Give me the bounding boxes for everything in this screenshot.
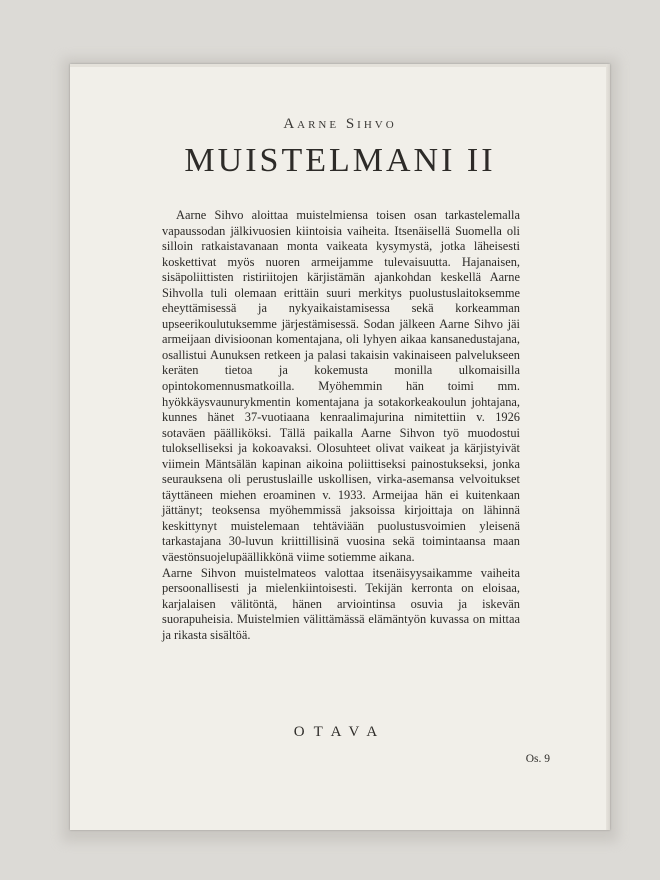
book-title: MUISTELMANI II <box>184 142 496 179</box>
author-name: Aarne Sihvo <box>283 116 397 132</box>
book-back-cover <box>70 64 610 830</box>
catalog-code: Os. 9 <box>525 753 550 765</box>
blurb-text <box>162 208 520 643</box>
blurb-paragraph-1: Aarne Sihvo aloittaa muistelmiensa toisen osan tarkastelemalla vapaussodan jälkivuosien kiintoisia vaiheita. Itsenäisellä Suomella oli silloin ratkaistavanaan monta vaikeata kysymystä, jotka läheisesti koskettivat myös nuoren armeijamme tulevaisuutta. Hajanaisen, sisäpoliittisten ristiriitojen kärjistämän ajankohdan keskellä Aarne Sihvolla tuli olemaan erittäin suuri merkitys puolustuslaitoksemme eheyttämisessä ja nykyaikaistamisessa sekä korkeamman upseerikoulutuksemme järjestämisessä. Sodan jälkeen Aarne Sihvo jäi armeijaan divisioonan komentajana, oli lyhyen aikaa kansanedustajana, osallistui Aunuksen retkeen ja palasi takaisin vakinaiseen palvelukseen keräten tietoa ja kokemusta monilla ulkomaisilla opintokomennusmatkoilla. Myöhemmin hän toimi mm. hyökkäysvaunurykmentin komentajana ja sotakorkeakoulun johtajana, kunnes hänet 37-vuotiaana kenraalimajurina nimitettiin v. 1926 sotaväen päälliköksi. Tällä paikalla Aarne Sihvon työ muodostui tulokselliseksi ja kokoavaksi. Olosuhteet olivat vaikeat ja kärjistyivät viimein Mäntsälän kapinan aikoina poliittiseksi painostukseksi, jonka seurauksena oli perustuslaille uskollisen, virka-asemansa velvoitukset täyttäneen miehen eroaminen v. 1933. Armeijaa hän ei kuitenkaan jättänyt; teoksensa myöhemmissä jaksoissa kirjoittaja on lähinnä keskittynyt muistelemaan tehtäviään puolustusvoimien yleisenä tarkastajana 30-luvun kriittillisinä vuosina sekä toimintaansa maan väestönsuojelupäällikkönä viime sotiemme aikana. <box>162 208 520 565</box>
publisher-name: OTAVA <box>293 724 387 740</box>
cover-top-edge <box>70 64 610 67</box>
blurb-paragraph-2: Aarne Sihvon muistelmateos valottaa itsenäisyysaikamme vaiheita persoonallisesti ja mielenkiintoisesti. Tekijän kerronta on eloisaa, karjalaisen välitöntä, hänen arviointinsa osuvia ja iskevän suorapuheisia. Muistelmien välittämässä elämäntyön kuvassa on mittaa ja rikasta sisältöä. <box>162 565 520 642</box>
